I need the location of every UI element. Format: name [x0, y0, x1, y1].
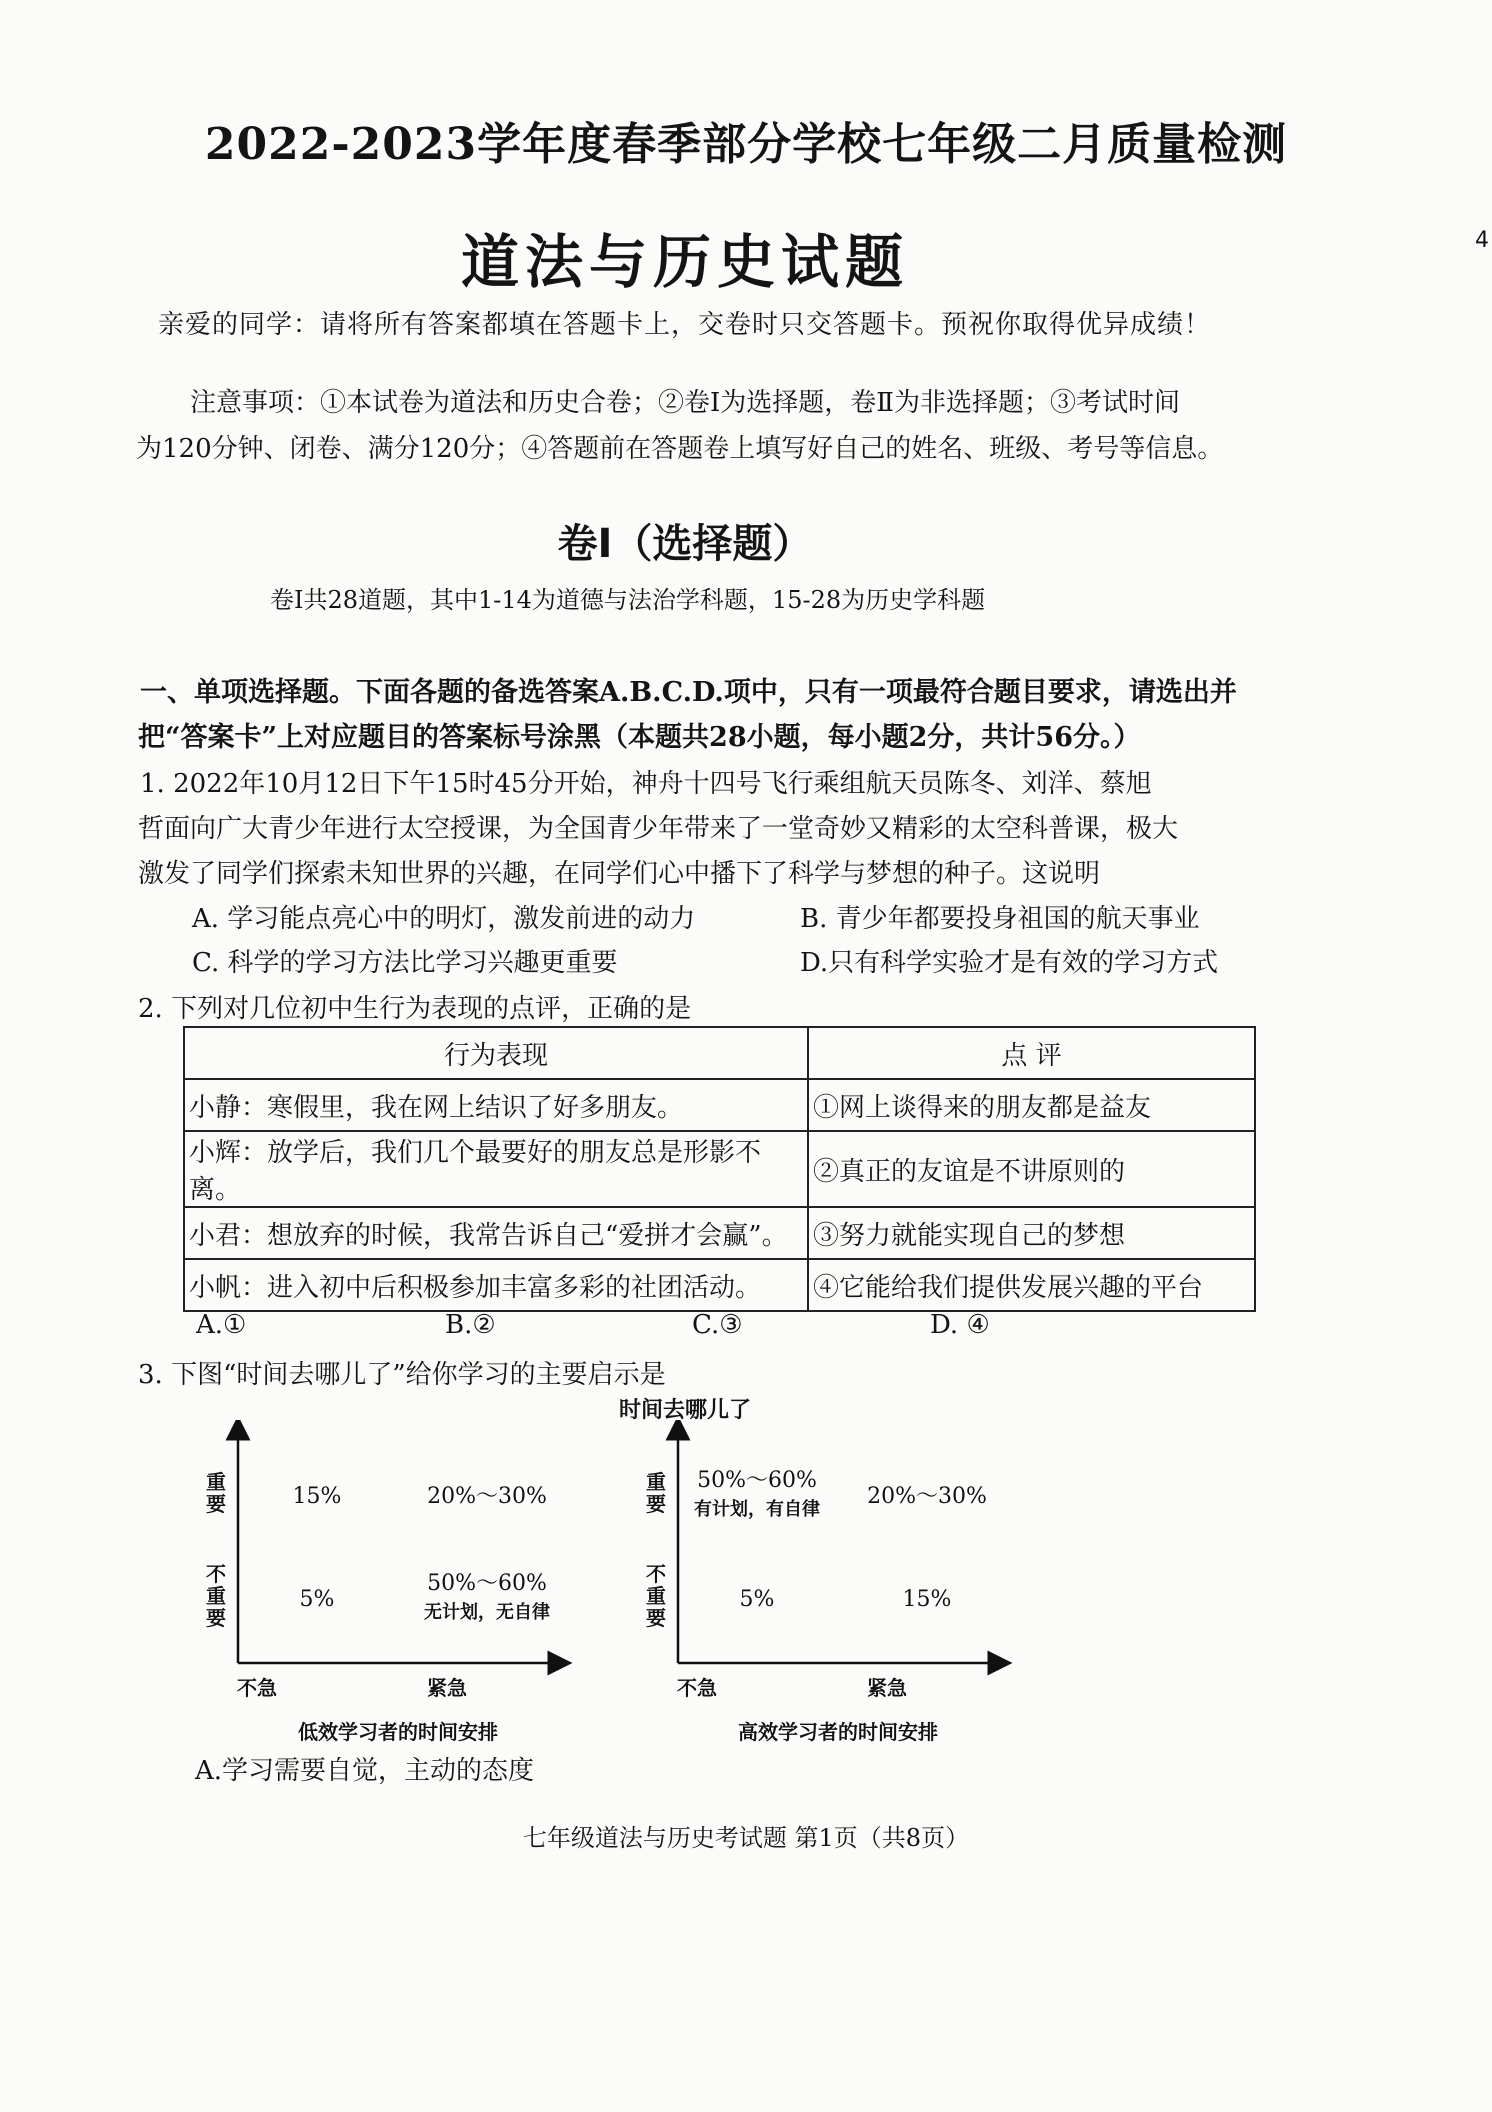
q1-option-a: A. 学习能点亮心中的明灯，激发前进的动力: [192, 904, 696, 934]
time-matrix-charts: [190, 1420, 1070, 1750]
cell-note: 有计划，有自律: [694, 1499, 820, 1520]
q2-option-c: C.③: [692, 1310, 743, 1340]
cell-value: 5%: [299, 1587, 335, 1612]
subject-title: 道法与历史试题: [460, 228, 909, 296]
q1-option-d: D.只有科学实验才是有效的学习方式: [800, 948, 1219, 978]
q1-option-b: B. 青少年都要投身祖国的航天事业: [800, 904, 1200, 934]
table-cell: ①网上谈得来的朋友都是益友: [808, 1079, 1255, 1131]
table-row: [184, 1079, 1255, 1131]
part-heading: 一、单项选择题。下面各题的备选答案A.B.C.D.项中，只有一项最符合题目要求，请选出并: [140, 677, 1237, 708]
table-cell: ③努力就能实现自己的梦想: [808, 1207, 1255, 1259]
q3-option-a: A.学习需要自觉，主动的态度: [195, 1756, 535, 1786]
x-tick-label: 不急: [677, 1676, 717, 1700]
table-cell: ④它能给我们提供发展兴趣的平台: [808, 1259, 1255, 1311]
x-tick-label: 不急: [237, 1676, 277, 1700]
cell-value: 50%～60%: [697, 1468, 817, 1493]
q2-table: [183, 1026, 1256, 1312]
exam-title: 2022-2023学年度春季部分学校七年级二月质量检测: [204, 119, 1288, 170]
q2-option-d: D. ④: [930, 1310, 990, 1340]
table-header: 行为表现: [184, 1027, 808, 1079]
high-efficiency-chart: [646, 1428, 1000, 1744]
part-heading: 把“答案卡”上对应题目的答案标号涂黑（本题共28小题，每小题2分，共计56分。）: [138, 722, 1141, 753]
question-2-stem: 2. 下列对几位初中生行为表现的点评，正确的是: [138, 994, 692, 1024]
chart-title: 时间去哪儿了: [618, 1397, 751, 1423]
x-tick-label: 紧急: [867, 1676, 907, 1700]
cell-value: 5%: [739, 1587, 775, 1612]
table-cell: ②真正的友谊是不讲原则的: [808, 1131, 1255, 1207]
table-header: 点 评: [808, 1027, 1255, 1079]
y-tick-label: 不重要: [206, 1562, 226, 1630]
section-title: 卷Ⅰ（选择题）: [557, 521, 813, 567]
table-row: [184, 1259, 1255, 1311]
q2-option-a: A.①: [196, 1310, 247, 1340]
cell-value: 20%～30%: [867, 1484, 987, 1509]
cell-value: 15%: [292, 1484, 342, 1509]
question-3-stem: 3. 下图“时间去哪儿了”给你学习的主要启示是: [138, 1360, 666, 1390]
y-tick-label: 重要: [646, 1470, 666, 1516]
question-1-stem: 激发了同学们探索未知世界的兴趣，在同学们心中播下了科学与梦想的种子。这说明: [138, 859, 1101, 889]
chart-caption: 高效学习者的时间安排: [738, 1720, 938, 1744]
low-efficiency-chart: [206, 1428, 560, 1744]
q1-option-c: C. 科学的学习方法比学习兴趣更重要: [192, 948, 618, 978]
q2-option-b: B.②: [445, 1310, 496, 1340]
table-cell: 小君：想放弃的时候，我常告诉自己“爱拼才会赢”。: [184, 1207, 808, 1259]
greeting-text: 亲爱的同学：请将所有答案都填在答题卡上，交卷时只交答题卡。预祝你取得优异成绩！: [158, 310, 1212, 340]
y-tick-label: 重要: [206, 1470, 226, 1516]
page-footer: 七年级道法与历史考试题 第1页（共8页）: [522, 1824, 970, 1852]
notice-line: 为120分钟、闭卷、满分120分；④答题前在答题卷上填写好自己的姓名、班级、考号等信息。: [136, 434, 1224, 464]
table-row: [184, 1131, 1255, 1207]
chart-caption: 低效学习者的时间安排: [298, 1720, 498, 1744]
x-tick-label: 紧急: [427, 1676, 467, 1700]
cell-value: 50%～60%: [427, 1571, 547, 1596]
table-cell: 小辉：放学后，我们几个最要好的朋友总是形影不离。: [184, 1131, 808, 1207]
table-header-row: [184, 1027, 1255, 1079]
cell-value: 20%～30%: [427, 1484, 547, 1509]
section-subtitle: 卷Ⅰ共28道题，其中1-14为道德与法治学科题，15-28为历史学科题: [270, 586, 986, 614]
table-row: [184, 1207, 1255, 1259]
question-1-stem: 1. 2022年10月12日下午15时45分开始，神舟十四号飞行乘组航天员陈冬、刘洋、蔡旭: [140, 769, 1152, 799]
cell-note: 无计划，无自律: [424, 1602, 550, 1623]
notice-line: 注意事项：①本试卷为道法和历史合卷；②卷Ⅰ为选择题，卷Ⅱ为非选择题；③考试时间: [190, 388, 1180, 418]
table-cell: 小静：寒假里，我在网上结识了好多朋友。: [184, 1079, 808, 1131]
cell-value: 15%: [902, 1587, 952, 1612]
question-1-stem: 哲面向广大青少年进行太空授课，为全国青少年带来了一堂奇妙又精彩的太空科普课，极大: [138, 814, 1179, 844]
y-tick-label: 不重要: [646, 1562, 666, 1630]
table-cell: 小帆：进入初中后积极参加丰富多彩的社团活动。: [184, 1259, 808, 1311]
margin-mark: 4: [1475, 228, 1489, 253]
